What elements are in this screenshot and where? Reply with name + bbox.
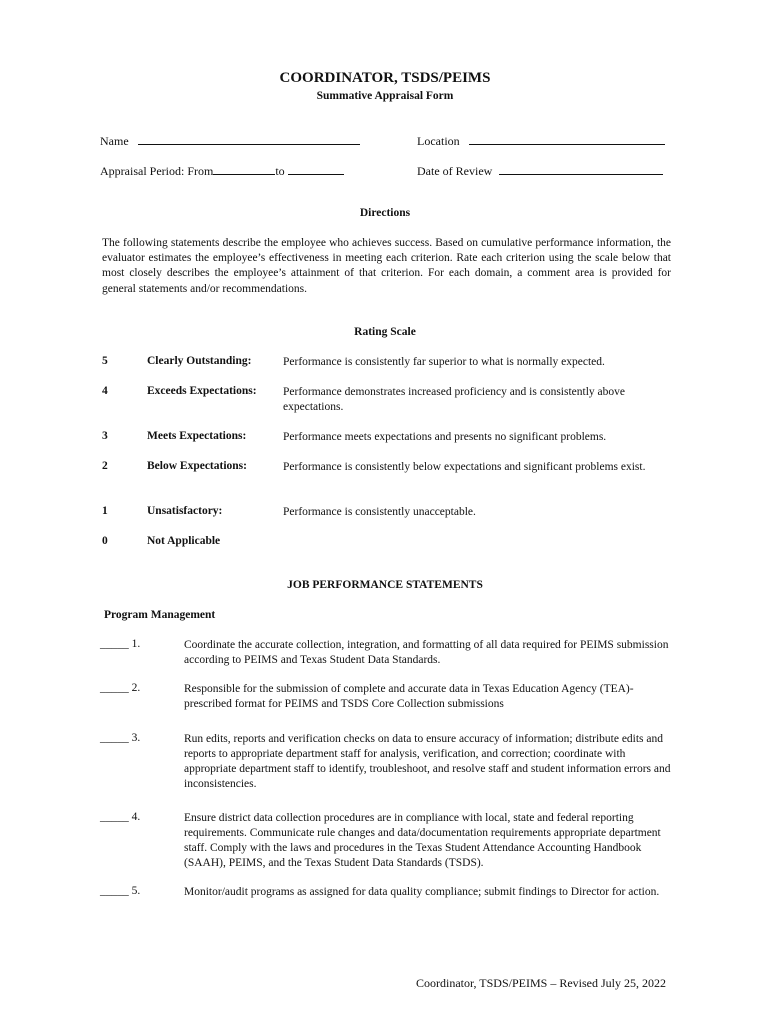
rating-description: Performance is consistently far superior to what is normally expected.	[283, 356, 605, 368]
review-line[interactable]	[499, 162, 663, 175]
rating-label: Meets Expectations:	[147, 430, 247, 442]
form-subtitle: Summative Appraisal Form	[316, 90, 454, 102]
rating-label: Not Applicable	[147, 535, 221, 547]
statement-text: Run edits, reports and verification checks on data to ensure accuracy of information; distribute edits and reports to appropriate department staff for analysis, verification, and correction; coordinate with appropriate department staff to identify, troubleshoot, and resolve staff and student information errors and inconsistencies.	[184, 733, 671, 790]
rating-number: 2	[102, 460, 108, 472]
location-line[interactable]	[469, 132, 665, 145]
location-label: Location	[417, 134, 460, 148]
statement-rating-blank[interactable]: _____ 5.	[100, 885, 141, 897]
rating-number: 5	[102, 355, 108, 367]
statement-rating-blank[interactable]: _____ 4.	[100, 811, 141, 823]
rating-number: 0	[102, 535, 108, 547]
name-label: Name	[100, 134, 129, 148]
rating-number: 4	[102, 385, 108, 397]
period-to-label: to	[275, 164, 285, 178]
statement-rating-blank[interactable]: _____ 1.	[100, 638, 141, 650]
statement-text: Responsible for the submission of complete and accurate data in Texas Education Agency (TEA)-prescribed format for PEIMS and TSDS Core Collection submissions	[184, 683, 634, 710]
directions-heading: Directions	[359, 207, 411, 219]
date-of-review-field	[417, 162, 663, 179]
section-title: Program Management	[104, 609, 216, 621]
page-footer: Coordinator, TSDS/PEIMS – Revised July 25, 2022	[416, 976, 666, 990]
rating-label: Below Expectations:	[147, 460, 247, 472]
rating-number: 1	[102, 505, 108, 517]
rating-label: Exceeds Expectations:	[147, 385, 257, 397]
appraisal-period-field	[100, 162, 344, 179]
job-performance-heading: JOB PERFORMANCE STATEMENTS	[287, 579, 483, 591]
form-title: COORDINATOR, TSDS/PEIMS	[279, 70, 491, 86]
rating-number: 3	[102, 430, 108, 442]
period-to-line[interactable]	[288, 162, 344, 175]
statement-text: Monitor/audit programs as assigned for data quality compliance; submit findings to Director for action.	[184, 886, 660, 898]
statement-rating-blank[interactable]: _____ 3.	[100, 732, 141, 744]
rating-label: Unsatisfactory:	[147, 505, 223, 517]
name-line[interactable]	[138, 132, 360, 145]
rating-scale-heading: Rating Scale	[354, 326, 416, 338]
rating-label: Clearly Outstanding:	[147, 355, 252, 367]
name-field	[100, 132, 360, 149]
location-field	[417, 132, 665, 149]
rating-description: Performance meets expectations and presents no significant problems.	[283, 431, 607, 443]
period-from-label: Appraisal Period: From	[100, 164, 214, 178]
directions-text: The following statements describe the employee who achieves success. Based on cumulative performance information, the evaluator estimates the employee’s effectiveness in meeting each criterion. Rate each criterion using the scale below that most closely describes the employee’s attainment of that criterion. For each domain, a comment area is provided for general statements and/or recommendations.	[102, 237, 671, 295]
review-label: Date of Review	[417, 164, 493, 178]
statement-text: Coordinate the accurate collection, integration, and formatting of all data required for PEIMS submission according to PEIMS and Texas Student Data Standards.	[184, 639, 669, 666]
period-from-line[interactable]	[213, 162, 275, 175]
statement-rating-blank[interactable]: _____ 2.	[100, 682, 141, 694]
rating-description: Performance is consistently unacceptable.	[283, 506, 476, 518]
rating-description: Performance is consistently below expectations and significant problems exist.	[283, 461, 646, 473]
rating-description: Performance demonstrates increased proficiency and is consistently above expectations.	[283, 386, 626, 413]
statement-text: Ensure district data collection procedures are in compliance with local, state and federal reporting requirements. Communicate rule changes and data/documentation requirements appropriate department staff. Comply with the laws and procedures in the Texas Student Attendance Accounting Handbook (SAAH), PEIMS, and the Texas Student Data Standards (TSDS).	[184, 812, 661, 869]
